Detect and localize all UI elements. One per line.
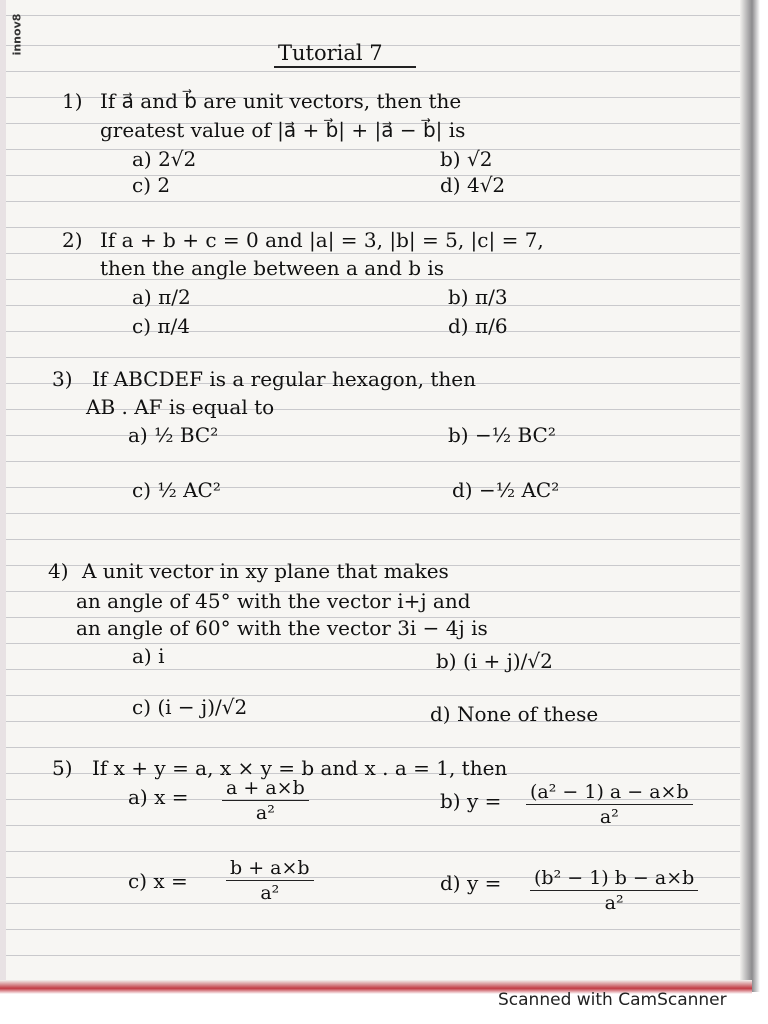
question-3-option-d: d) −½ AC²	[452, 478, 560, 502]
notebook-brand: innov8	[10, 13, 24, 56]
question-5-line-1: If x + y = a, x × y = b and x . a = 1, then	[92, 756, 508, 780]
question-3-option-a: a) ½ BC²	[128, 423, 219, 447]
question-5-option-b-fraction	[526, 780, 693, 829]
question-2-option-a: a) π/2	[132, 285, 191, 309]
question-5-option-a-fraction	[222, 776, 309, 825]
question-4-line-1: A unit vector in xy plane that makes	[82, 559, 449, 583]
question-4-line-3: an angle of 60° with the vector 3i − 4j is	[76, 616, 488, 640]
question-4-number: 4)	[48, 559, 69, 583]
question-4-option-a: a) i	[132, 644, 165, 668]
question-2-option-d: d) π/6	[448, 314, 508, 338]
question-2-option-b: b) π/3	[448, 285, 508, 309]
question-1-option-d: d) 4√2	[440, 173, 506, 197]
question-4-line-2: an angle of 45° with the vector i+j and	[76, 589, 471, 613]
question-5-option-c-label: c) x =	[128, 869, 188, 893]
question-1-option-a: a) 2√2	[132, 147, 197, 171]
page-edge-shadow	[740, 0, 760, 992]
fraction-numerator: a + a×b	[222, 776, 309, 801]
fraction-numerator: (b² − 1) b − a×b	[530, 866, 698, 891]
fraction-denominator: a²	[260, 882, 280, 904]
question-2-number: 2)	[62, 228, 83, 252]
page-title: Tutorial 7	[278, 41, 383, 65]
scanner-watermark: Scanned with CamScanner	[498, 990, 727, 1010]
question-5-option-d-label: d) y =	[440, 871, 502, 895]
title-underline	[274, 66, 416, 68]
question-1-line-2: greatest value of |a⃗ + b⃗| + |a⃗ − b⃗| is	[100, 118, 466, 142]
question-3-option-b: b) −½ BC²	[448, 423, 556, 447]
question-5-option-a-label: a) x =	[128, 785, 189, 809]
fraction-numerator: (a² − 1) a − a×b	[526, 780, 693, 805]
question-1-number: 1)	[62, 89, 83, 113]
question-2-line-2: then the angle between a and b is	[100, 256, 445, 280]
question-1-line-1: If a⃗ and b⃗ are unit vectors, then the	[100, 89, 462, 113]
question-5-option-c-fraction	[226, 856, 314, 905]
question-2-option-c: c) π/4	[132, 314, 190, 338]
question-5-option-d-fraction	[530, 866, 698, 915]
page-margin	[0, 0, 6, 992]
question-3-line-1: If ABCDEF is a regular hexagon, then	[92, 367, 476, 391]
question-5-option-b-label: b) y =	[440, 789, 502, 813]
question-4-option-c: c) (i − j)/√2	[132, 695, 248, 719]
question-5-number: 5)	[52, 756, 73, 780]
question-4-option-b: b) (i + j)/√2	[436, 649, 553, 673]
question-4-option-d: d) None of these	[430, 702, 599, 726]
fraction-denominator: a²	[255, 802, 275, 824]
question-3-number: 3)	[52, 367, 73, 391]
question-1-option-b: b) √2	[440, 147, 493, 171]
question-1-option-c: c) 2	[132, 173, 171, 197]
question-3-line-2: AB . AF is equal to	[86, 395, 275, 419]
fraction-numerator: b + a×b	[226, 856, 314, 881]
question-3-option-c: c) ½ AC²	[132, 478, 221, 502]
fraction-denominator: a²	[599, 806, 619, 828]
fraction-denominator: a²	[604, 892, 624, 914]
question-2-line-1: If a + b + c = 0 and |a| = 3, |b| = 5, |c| = 7,	[100, 228, 544, 252]
